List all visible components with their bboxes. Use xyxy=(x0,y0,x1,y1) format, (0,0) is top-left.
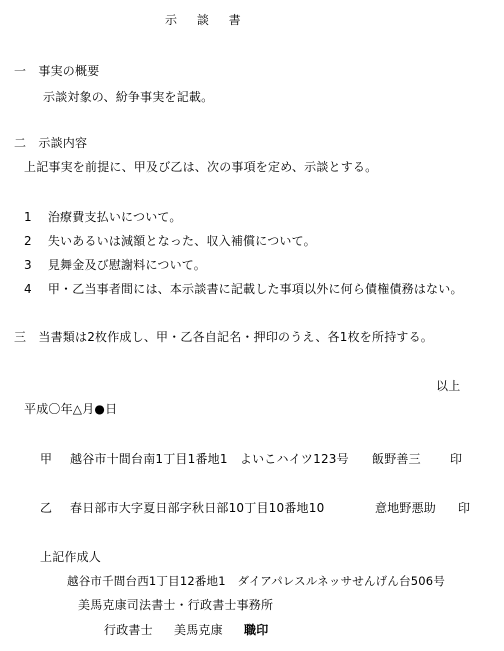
section2-item-4 xyxy=(24,282,463,296)
item-number: 1 xyxy=(24,210,32,224)
preparer-seal: 職印 xyxy=(244,623,269,637)
closing-text: 以上 xyxy=(436,379,461,393)
party-b-seal: 印 xyxy=(458,501,471,515)
section2-item-1 xyxy=(24,210,182,224)
party-b-label: 乙 xyxy=(40,501,53,515)
section2-intro: 上記事実を前提に、甲及び乙は、次の事項を定め、示談とする。 xyxy=(24,160,378,174)
section2-heading: 二 示談内容 xyxy=(14,136,88,150)
section1-heading: 一 事実の概要 xyxy=(14,64,100,78)
preparer-address: 越谷市千間台西1丁目12番地1 ダイアパレスルネッサせんげん台506号 xyxy=(67,574,446,588)
preparer-title: 行政書士 xyxy=(104,623,153,637)
item-text: 見舞金及び慰謝料について。 xyxy=(47,258,206,272)
party-a-seal: 印 xyxy=(450,452,463,466)
party-a-address: 越谷市十間台南1丁目1番地1 よいこハイツ123号 xyxy=(70,452,349,466)
section2-item-2 xyxy=(24,234,316,248)
preparer-heading: 上記作成人 xyxy=(40,550,102,564)
party-b-name: 意地野悪助 xyxy=(375,501,437,515)
item-number: 4 xyxy=(24,282,32,296)
preparer-name: 美馬克康 xyxy=(174,623,223,637)
document-title: 示 談 書 xyxy=(165,13,249,27)
item-number: 2 xyxy=(24,234,32,248)
item-text: 治療費支払いについて。 xyxy=(47,210,182,224)
section1-body: 示談対象の、紛争事実を記載。 xyxy=(43,90,214,104)
party-a-label: 甲 xyxy=(40,452,53,466)
preparer-office: 美馬克康司法書士・行政書士事務所 xyxy=(78,598,274,612)
section3-text: 三 当書類は2枚作成し、甲・乙各自記名・押印のうえ、各1枚を所持する。 xyxy=(14,330,433,344)
document-date: 平成〇年△月●日 xyxy=(24,402,118,416)
item-text: 失いあるいは減額となった、収入補償について。 xyxy=(47,234,316,248)
item-number: 3 xyxy=(24,258,32,272)
item-text: 甲・乙当事者間には、本示談書に記載した事項以外に何ら債権債務はない。 xyxy=(47,282,463,296)
party-b-address: 春日部市大字夏日部字秋日部10丁目10番地10 xyxy=(70,501,325,515)
section2-item-3 xyxy=(24,258,206,272)
party-a-name: 飯野善三 xyxy=(372,452,421,466)
